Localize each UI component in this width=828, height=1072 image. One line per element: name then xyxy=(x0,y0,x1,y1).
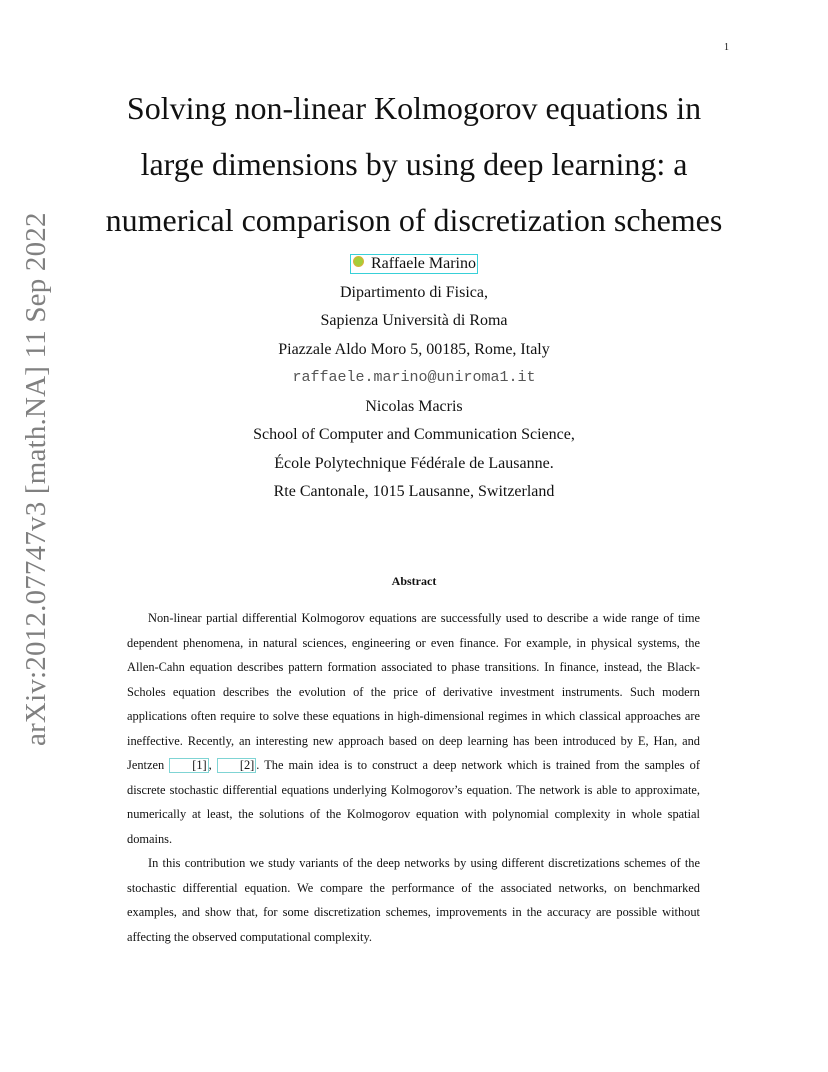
first-author-name: Raffaele Marino xyxy=(371,255,476,272)
citation-link[interactable]: [2] xyxy=(217,758,256,773)
citation-link[interactable]: [1] xyxy=(169,758,208,773)
abstract-text: Non-linear partial differential Kolmogorov equations are successfully used to describe a wide range of time dependent phenomena, in natural sciences, engineering or even finance. For example, in physical systems, the Allen-Cahn equation describes pattern formation associated to phase transitions. In finance, instead, the Black-Scholes equation describes the evolution of the price of derivative investment instruments. Such modern applications often require to solve these equations in high-dimensional regimes in which classical approaches are ineffective. Recently, an interesting new approach based on deep learning has been introduced by E, Han, and Jentzen xyxy=(127,611,700,772)
arxiv-identifier-stamp: arXiv:2012.07747v3 [math.NA] 11 Sep 2022 xyxy=(20,212,52,746)
second-author-affiliation: École Polytechnique Fédérale de Lausanne. xyxy=(274,454,554,472)
abstract-body xyxy=(127,606,700,949)
author-block xyxy=(114,250,714,507)
abstract-text: . The main idea is to construct a deep network which is trained from the samples of discrete stochastic differential equations underlying Kolmogorov’s equation. The network is able to approximate, numerically at least, the solutions of the Kolmogorov equation with polynomial complexity in whole spatial domains. xyxy=(127,758,700,846)
abstract-heading: Abstract xyxy=(391,574,437,588)
second-author-affiliation: Rte Cantonale, 1015 Lausanne, Switzerland xyxy=(273,483,555,500)
first-author-email: raffaele.marino@uniroma1.it xyxy=(292,369,536,386)
title-line: numerical comparison of discretization schemes xyxy=(105,202,723,238)
first-author-affiliation: Piazzale Aldo Moro 5, 00185, Rome, Italy xyxy=(278,340,550,358)
abstract-text: , xyxy=(208,758,217,772)
second-author-name: Nicolas Macris xyxy=(365,397,463,415)
first-author-affiliation: Dipartimento di Fisica, xyxy=(340,283,488,301)
page-number: 1 xyxy=(724,42,729,53)
orcid-icon[interactable] xyxy=(353,256,364,267)
first-author-affiliation: Sapienza Università di Roma xyxy=(320,312,508,329)
first-author-link[interactable] xyxy=(350,254,478,274)
paper-title xyxy=(60,80,768,248)
second-author-affiliation: School of Computer and Communication Science, xyxy=(253,426,575,443)
title-line: Solving non-linear Kolmogorov equations in xyxy=(126,90,702,126)
abstract-paragraph xyxy=(127,606,700,851)
first-author-line xyxy=(114,250,714,279)
title-line: large dimensions by using deep learning: a xyxy=(140,146,688,182)
abstract-paragraph: In this contribution we study variants of the deep networks by using different discretizations schemes of the stochastic differential equation. We compare the performance of the associated networks, on benchmarked examples, and show that, for some discretization schemes, improvements in the accuracy are possible without affecting the observed computational complexity. xyxy=(127,856,700,944)
